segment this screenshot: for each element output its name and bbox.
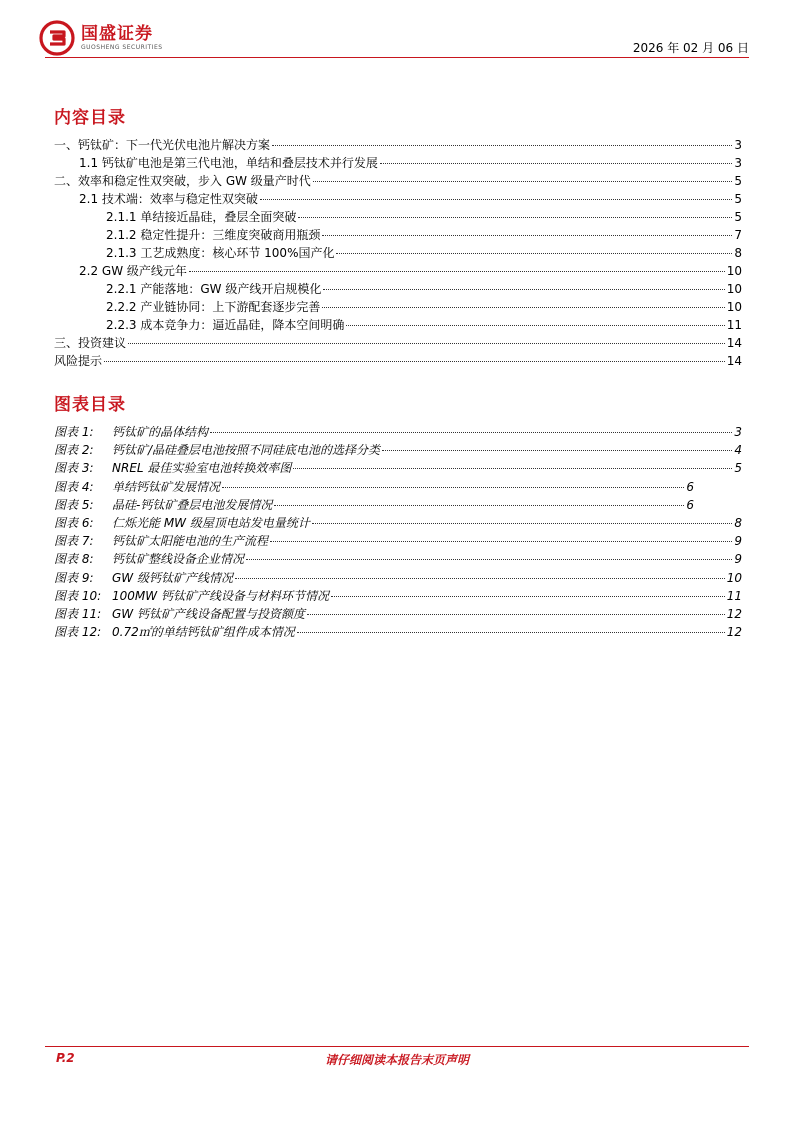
figure-leader-dots [274, 505, 684, 506]
toc-entry-title: 2.2 GW 级产线元年 [79, 264, 187, 278]
toc-entry-page: 14 [726, 354, 742, 368]
figure-leader-dots [270, 541, 732, 542]
figure-entry[interactable] [54, 532, 742, 550]
figure-label: 图表 1: [54, 425, 94, 439]
toc-leader-dots [260, 199, 732, 200]
disclaimer-note: 请仔细阅读本报告末页声明 [324, 1053, 469, 1067]
figure-page: 4 [734, 443, 742, 458]
figure-title: NREL 最佳实验室电池转换效率图 [112, 461, 292, 476]
figure-leader-dots [222, 487, 684, 488]
toc-entry-page: 11 [726, 318, 742, 332]
toc-leader-dots [272, 145, 732, 146]
toc-entry-page: 3 [734, 138, 742, 152]
toc-entry-title: 三、投资建议 [54, 336, 127, 350]
toc-entry-page: 5 [734, 210, 742, 224]
toc-entry-page: 5 [734, 174, 742, 188]
report-date: 2026 年 02 月 06 日 [632, 41, 749, 55]
toc-entry[interactable] [54, 154, 742, 172]
toc-leader-dots [313, 181, 733, 182]
figure-title: 仁烁光能 MW 级屋顶电站发电量统计 [112, 515, 310, 530]
figure-title: GW 级钙钛矿产线情况 [112, 570, 233, 585]
figure-entry[interactable] [54, 459, 742, 477]
toc-leader-dots [189, 271, 725, 272]
figure-leader-dots [331, 596, 725, 597]
toc-entry[interactable] [54, 244, 742, 262]
figure-page: 12 [726, 606, 742, 621]
toc-entry[interactable] [54, 280, 742, 298]
toc-entry[interactable] [54, 136, 742, 154]
figure-label: 图表 7: [54, 534, 94, 549]
toc-entry[interactable] [54, 226, 742, 244]
toc-entry-title: 2.1.2 稳定性提升：三维度突破商用瓶颈 [106, 228, 321, 242]
toc-entry[interactable] [54, 190, 742, 208]
toc-entry-title: 二、效率和稳定性双突破，步入 GW 级量产时代 [54, 174, 311, 188]
figure-title: 0.72㎡的单结钙钛矿组件成本情况 [112, 625, 295, 640]
figure-title: 100MW 钙钛矿产线设备与材料环节情况 [112, 588, 329, 603]
figure-title: 单结钙钛矿发展情况 [112, 479, 221, 494]
toc-leader-dots [298, 217, 732, 218]
figure-entry[interactable] [54, 569, 742, 587]
toc-entry-title: 2.2.2 产业链协同：上下游配套逐步完善 [106, 300, 321, 314]
toc-leader-dots [104, 361, 725, 362]
figures-title: 图表目录 [54, 395, 126, 415]
toc-entry-page: 5 [734, 192, 742, 206]
footer-divider [45, 1046, 749, 1047]
figure-entry[interactable] [54, 423, 742, 441]
figure-entry[interactable] [54, 496, 694, 514]
figure-label: 图表 8: [54, 552, 94, 567]
figure-leader-dots [210, 432, 732, 433]
toc-entry-title: 2.2.1 产能落地：GW 级产线开启规模化 [106, 282, 322, 296]
figure-label: 图表 6: [54, 515, 94, 530]
figure-label: 图表 12: [54, 625, 102, 640]
figure-entry[interactable] [54, 605, 742, 623]
figure-title: 钙钛矿/晶硅叠层电池按照不同硅底电池的选择分类 [112, 443, 381, 458]
figure-leader-dots [246, 559, 732, 560]
figure-page: 3 [734, 425, 742, 439]
figure-page: 6 [686, 479, 694, 494]
figure-page: 9 [734, 534, 742, 549]
toc-entry[interactable] [54, 262, 742, 280]
figure-page: 12 [726, 625, 742, 640]
toc-entry[interactable] [54, 316, 742, 334]
brand-name-en: GUOSHENG SECURITIES [81, 43, 163, 51]
table-of-contents [54, 136, 742, 370]
toc-entry-page: 10 [726, 264, 742, 278]
toc-entry-title: 1.1 钙钛矿电池是第三代电池，单结和叠层技术并行发展 [79, 156, 378, 170]
figure-label: 图表 3: [54, 461, 94, 476]
figure-title: 晶硅-钙钛矿叠层电池发展情况 [112, 497, 273, 512]
guosheng-logo-icon [39, 20, 75, 56]
figure-leader-dots [307, 614, 725, 615]
figure-page: 8 [734, 515, 742, 530]
figure-label: 图表 2: [54, 443, 94, 458]
toc-entry[interactable] [54, 334, 742, 352]
figure-entry[interactable] [54, 514, 742, 532]
header-divider [45, 57, 749, 58]
figure-entry[interactable] [54, 550, 742, 568]
toc-title: 内容目录 [54, 108, 126, 128]
figure-label: 图表 11: [54, 606, 102, 621]
figure-label: 图表 10: [54, 588, 102, 603]
toc-entry-title: 2.1 技术端：效率与稳定性双突破 [79, 192, 258, 206]
figure-leader-dots [293, 468, 732, 469]
toc-leader-dots [346, 325, 724, 326]
toc-entry-title: 风险提示 [54, 354, 103, 368]
toc-entry-page: 7 [734, 228, 742, 242]
toc-entry[interactable] [54, 352, 742, 370]
figure-label: 图表 5: [54, 497, 94, 512]
figure-entry[interactable] [54, 478, 694, 496]
figure-entry[interactable] [54, 587, 742, 605]
toc-entry-title: 2.1.1 单结接近晶硅，叠层全面突破 [106, 210, 297, 224]
toc-leader-dots [323, 289, 724, 290]
figure-page: 9 [734, 552, 742, 567]
toc-entry[interactable] [54, 172, 742, 190]
toc-entry[interactable] [54, 208, 742, 226]
figure-page: 10 [726, 570, 742, 585]
figure-page: 5 [734, 461, 742, 476]
figure-label: 图表 9: [54, 570, 94, 585]
figure-leader-dots [297, 632, 725, 633]
toc-entry-title: 2.1.3 工艺成熟度：核心环节 100%国产化 [106, 246, 335, 260]
figure-title: 钙钛矿太阳能电池的生产流程 [112, 534, 269, 549]
brand-name-cn: 国盛证券 [81, 23, 153, 44]
toc-entry-page: 3 [734, 156, 742, 170]
toc-entry[interactable] [54, 298, 742, 316]
toc-entry-title: 一、钙钛矿：下一代光伏电池片解决方案 [54, 138, 271, 152]
figure-title: 钙钛矿整线设备企业情况 [112, 552, 245, 567]
toc-leader-dots [128, 343, 725, 344]
toc-leader-dots [322, 235, 732, 236]
toc-leader-dots [322, 307, 724, 308]
toc-entry-page: 10 [726, 300, 742, 314]
toc-entry-page: 8 [734, 246, 742, 260]
page-number: P.2 [56, 1051, 75, 1065]
figure-entry[interactable] [54, 441, 742, 459]
figure-leader-dots [382, 450, 732, 451]
list-of-figures [54, 423, 742, 641]
figure-leader-dots [235, 578, 725, 579]
figure-title: GW 钙钛矿产线设备配置与投资额度 [112, 606, 305, 621]
toc-entry-page: 10 [726, 282, 742, 296]
toc-leader-dots [336, 253, 732, 254]
toc-entry-title: 2.2.3 成本竞争力：逼近晶硅，降本空间明确 [106, 318, 345, 332]
figure-title: 钙钛矿的晶体结构 [112, 425, 209, 439]
figure-page: 11 [726, 588, 742, 603]
figure-leader-dots [312, 523, 733, 524]
figure-page: 6 [686, 497, 694, 512]
toc-entry-page: 14 [726, 336, 742, 350]
brand-logo [39, 18, 163, 58]
figure-entry[interactable] [54, 623, 742, 641]
figure-label: 图表 4: [54, 479, 94, 494]
toc-leader-dots [380, 163, 732, 164]
